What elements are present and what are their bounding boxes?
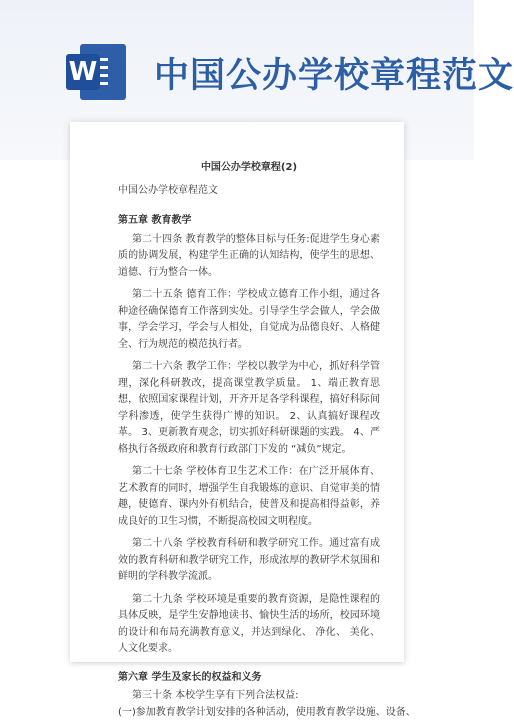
article-paragraph: 第二十四条 教育教学的整体目标与任务:促进学生身心素质的协调发展，构建学生正确的认知结构，使学生的思想、道德、行为整合一体。 bbox=[118, 232, 380, 282]
logo-letter: W bbox=[66, 54, 100, 90]
chapter-heading: 第六章 学生及家长的权益和义务 bbox=[118, 670, 380, 687]
document-subtitle: 中国公办学校章程范文 bbox=[118, 183, 380, 200]
article-paragraph: 第三十条 本校学生享有下列合法权益: bbox=[118, 688, 380, 705]
word-document-icon bbox=[66, 44, 126, 100]
page-title: 中国公办学校章程范文 bbox=[154, 48, 514, 98]
article-paragraph: 第二十七条 学校体育卫生艺术工作：在广泛开展体育、 艺术教育的同时，增强学生自我锻炼的意识、自觉审美的情趣，使德育、课内外有机结合，使普及和提高相得益彰，养成良好的卫生习惯，不断提高校园文明程度。 bbox=[118, 464, 380, 530]
article-paragraph: 第二十五条 德育工作：学校成立德育工作小组，通过各种途径确保德育工作落到实处。引导学生学会做人，学会做事，学会学习，学会与人相处，自觉成为品德良好、人格健全、行为规范的模范执行者。 bbox=[118, 287, 380, 353]
chapter-heading: 第五章 教育教学 bbox=[118, 213, 380, 230]
article-paragraph: 第二十八条 学校教育科研和教学研究工作。通过富有成效的教育科研和教学研究工作，形成浓厚的教研学术氛围和鲜明的学科教学流派。 bbox=[118, 536, 380, 586]
article-paragraph: 第二十六条 教学工作：学校以教学为中心，抓好科学管理，深化科研教改，提高课堂教学质量。 1、端正教育思想，依照国家课程计划，开齐开足各学科课程，搞好科际间学科渗透，使学生获得广博的知识。 2、认真搞好课程改革。 3、更新教育观念，切实抓好科研课题的实践。 4、严格执行各级政府和教育行政部门下发的 “减负”规定。 bbox=[118, 359, 380, 458]
article-paragraph: 第二十九条 学校环境是重要的教育资源，是隐性课程的具体反映，是学生安静地读书、愉快生活的场所，校园环境的设计和布局充满教育意义，并达到绿化、 净化、 美化、人文化要求。 bbox=[118, 592, 380, 658]
document-title: 中国公办学校章程(2) bbox=[118, 160, 380, 177]
document-body bbox=[118, 160, 380, 721]
article-item: (一)参加教育教学计划安排的各种活动，使用教育教学设施、设备、 bbox=[118, 705, 380, 721]
